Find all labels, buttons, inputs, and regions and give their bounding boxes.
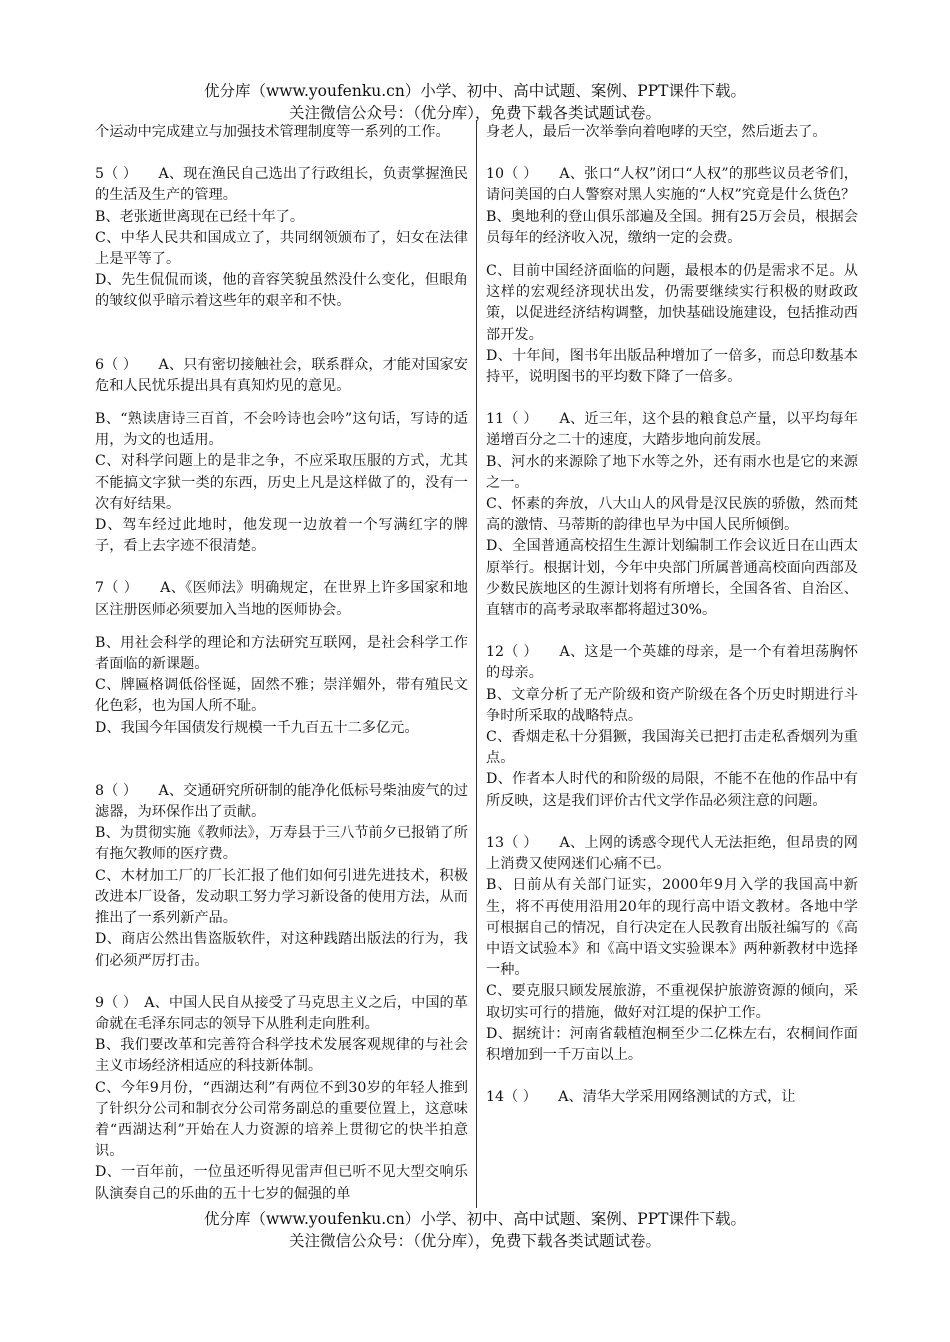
option-c: C、怀素的奔放，八大山人的风骨是汉民族的骄傲，然而梵高的激情、马蒂斯的韵律也早为中国人民所倾倒。 [486,496,858,534]
option-a: 13（ ） A、上网的诱惑令现代人无法拒绝，但昂贵的网上消费又使网迷们心痛不已。 [486,834,858,873]
option-c: C、要克服只顾发展旅游，不重视保护旅游资源的倾向，采取切实可行的措施，做好对江堤的保护工作。 [486,983,858,1021]
question-10 [486,164,858,388]
option-a: 10（ ） A、张口“人权”闭口“人权”的那些议员老爷们，请问美国的白人警察对黑人实施的“人权”究竟是什么货色？ [486,166,858,204]
question-14 [486,1087,858,1108]
option-c: C、中华人民共和国成立了，共同纲领颁布了，妇女在法律上是平等了。 [95,229,468,268]
option-a: 5（ ） A、现在渔民自己选出了行政组长，负责掌握渔民的生活及生产的管理。 [95,166,468,204]
option-b: B、为贯彻实施《教师法》，万寿县于三八节前夕已报销了所有拖欠教师的医疗费。 [95,825,468,863]
page-footer [0,1208,950,1252]
option-c: C、今年9月份，“西湖达利”有两位不到30岁的年轻人推到了针织分公司和制衣分公司常务副总的重要位置上，这意味着“西湖达利”开始在人力资源的培养上贯彻它的快半拍意识。 [95,1079,468,1160]
option-b: B、“熟读唐诗三百首，不会吟诗也会吟”这句话，写诗的适用，为文的也适用。 [95,411,468,449]
question-6 [95,355,468,558]
footer-line-2: 关注微信公众号：（优分库），免费下载各类试题试卷。 [288,1232,661,1250]
option-c: C、目前中国经济面临的问题，最根本的仍是需求不足。从这样的宏观经济现状出发，仍需要继续实行积极的财政政策，以促进经济结构调整，加快基础设施建设，包括推动西部开发。 [486,263,858,343]
question-7 [95,578,468,738]
option-d: D、我国今年国债发行规模一千九百五十二多亿元。 [95,719,419,736]
column-divider [476,120,477,1208]
option-c: C、对科学问题上的是非之争，不应采取压服的方式，尤其不能搞文字狱一类的东西，历史上凡是这样做了的，没有一次有好结果。 [95,453,468,512]
option-b: B、河水的来源除了地下水等之外，还有雨水也是它的来源之一。 [486,453,858,491]
option-d: D、作者本人时代的和阶级的局限，不能不在他的作品中有所反映，这是我们评价古代文学作品必须注意的问题。 [486,771,858,809]
option-c: C、牌匾格调低俗怪诞，固然不雅；崇洋媚外，带有殖民文化色彩，也为国人所不耻。 [95,677,468,715]
footer-line-1: 优分库（www.youfenku.cn）小学、初中、高中试题、案例、PPT课件下载。 [203,1210,747,1228]
option-b: B、用社会科学的理论和方法研究互联网，是社会科学工作者面临的新课题。 [95,634,468,673]
option-b: B、我们要改革和完善符合科学技术发展客观规律的与社会主义市场经济相适应的科技新体制。 [95,1037,468,1075]
option-a: 8（ ） A、交通研究所研制的能净化低标号柴油废气的过滤器，为环保作出了贡献。 [95,782,468,821]
option-d: D、据统计：河南省载植泡桐至少二亿株左右，农桐间作面积增加到一千万亩以上。 [486,1025,858,1063]
option-b: B、老张逝世离现在已经十年了。 [95,208,305,225]
option-d: D、十年间，图书年出版品种增加了一倍多，而总印数基本持平，说明图书的平均数下降了一倍多。 [486,347,858,386]
continuation-text: 个运动中完成建立与加强技术管理制度等一系列的工作。 [95,124,450,140]
question-8 [95,781,468,972]
question-13 [486,833,858,1066]
option-c: C、香烟走私十分猖獗，我国海关已把打击走私香烟列为重点。 [486,729,858,767]
option-a: 6（ ） A、只有密切接触社会，联系群众，才能对国家安危和人民忧乐提出具有真知灼见的意见。 [95,356,468,394]
option-a: 7（ ） A、《医师法》明确规定，在世界上许多国家和地区注册医师必须要加入当地的医师协会。 [95,580,468,618]
left-column [95,122,468,1205]
continuation-text: 身老人，最后一次举拳向着咆哮的天空，然后逝去了。 [486,124,827,140]
page-header [0,80,950,124]
header-line-2: 关注微信公众号：（优分库），免费下载各类试题试卷。 [288,104,661,122]
header-line-1: 优分库（www.youfenku.cn）小学、初中、高中试题、案例、PPT课件下载。 [203,82,747,100]
option-d: D、先生侃侃而谈，他的音容笑貌虽然没什么变化，但眼角的皱纹似乎暗示着这些年的艰辛和不快。 [95,272,468,310]
option-d: D、一百年前，一位虽还听得见雷声但已听不见大型交响乐队演奏自己的乐曲的五十七岁的倔强的单 [95,1164,468,1202]
option-b: B、奥地利的登山俱乐部遍及全国。拥有25万会员，根据会员每年的经济收入况，缴纳一定的会费。 [486,208,858,246]
question-5 [95,164,468,312]
option-d: D、驾车经过此地时，他发现一边放着一个写满红字的牌子，看上去字迹不很清楚。 [95,517,468,555]
option-c: C、木材加工厂的厂长汇报了他们如何引进先进技术，积极改进本厂设备，发动职工努力学习新设备的使用方法，从而推出了一系列新产品。 [95,867,468,927]
option-a: 12（ ） A、这是一个英雄的母亲，是一个有着坦荡胸怀的母亲。 [486,644,858,682]
option-b: B、日前从有关部门证实，2000年9月入学的我国高中新生，将不再使用沿用20年的现行高中语文教材。各地中学可根据自己的情况，自行决定在人民教育出版社编写的《高中语文试验本》和《高中语文实验课本》两种新教材中选择一种。 [486,877,858,979]
option-a: 11（ ） A、近三年，这个县的粮食总产量，以平均每年递增百分之二十的速度，大踏步地向前发展。 [486,411,858,449]
option-a: 9（ ） A、中国人民自从接受了马克思主义之后，中国的革命就在毛泽东同志的领导下从胜利走向胜利。 [95,994,468,1032]
right-column [486,122,858,1108]
option-d: D、全国普通高校招生生源计划编制工作会议近日在山西太原举行。根据计划，今年中央部门所属普通高校面向西部及少数民族地区的生源计划将有所增长，全国各省、自治区、直辖市的高考录取率都将超过30%。 [486,538,858,619]
option-d: D、商店公然出售盗版软件，对这种践踏出版法的行为，我们必须严厉打击。 [95,931,468,969]
question-12 [486,642,858,812]
option-b: B、文章分析了无产阶级和资产阶级在各个历史时期进行斗争时所采取的战略特点。 [486,686,858,724]
option-a: 14（ ） A、清华大学采用网络测试的方式，让 [486,1089,796,1106]
question-11 [486,409,858,621]
question-9 [95,993,468,1205]
